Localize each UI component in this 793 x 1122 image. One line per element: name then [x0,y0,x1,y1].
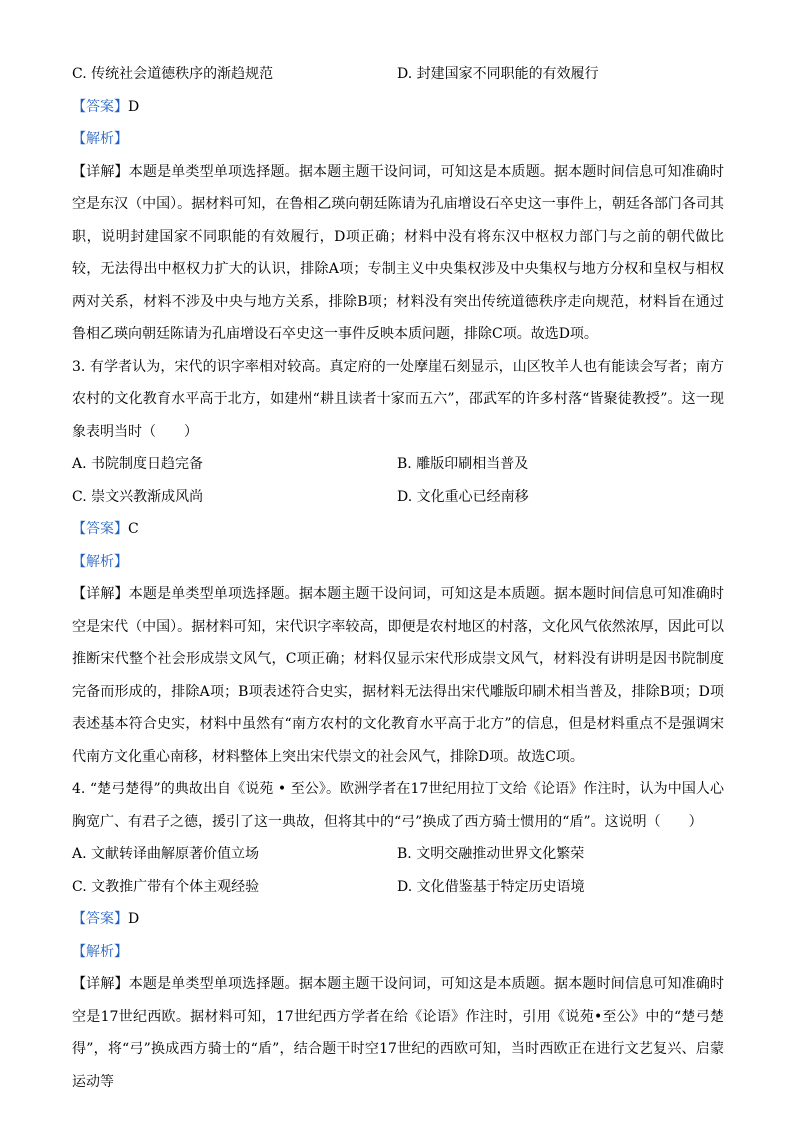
q4-stem: 4. “楚弓楚得”的典故出自《说苑 • 至公》。欧洲学者在17世纪用拉丁文给《论语》作注时，认为中国人心胸宽广、有君子之德，援引了这一典故，但将其中的“弓”换成了西方骑士惯用的“盾”。这说明（ ） [72,781,724,830]
detail-tag: 【详解】 [72,586,129,602]
q4-option-c: C. 文教推广带有个体主观经验 [72,878,260,895]
q2-options-cd [72,58,724,91]
detail-text: 本题是单类型单项选择题。据本题主题干设问词，可知这是本质题。据本题时间信息可知准确时空是东汉（中国）。据材料可知，在鲁相乙瑛向朝廷陈请为孔庙增设石卒史这一事件上，朝廷各部门各司其职，说明封建国家不同职能的有效履行，D项正确；材料中没有将东汉中枢权力部门与之前的朝代做比较，无法得出中枢权力扩大的认识，排除A项；专制主义中央集权涉及中央集权与地方分权和皇权与相权两对关系，材料不涉及中央与地方关系，排除B项；材料没有突出传统道德秩序走向规范，材料旨在通过鲁相乙瑛向朝廷陈请为孔庙增设石卒史这一事件反映本质问题，排除C项。故选D项。 [72,163,725,342]
q3-options-cd [72,481,724,514]
answer-value: C [128,521,139,537]
answer-tag: 【答案】 [72,911,128,927]
analysis-tag: 【解析】 [72,131,128,147]
q2-analysis [72,123,724,156]
q3-option-a: A. 书院制度日趋完备 [72,456,204,472]
q3-detail [72,578,724,773]
q3-answer [72,513,724,546]
detail-text: 本题是单类型单项选择题。据本题主题干设问词，可知这是本质题。据本题时间信息可知准确时空是宋代（中国）。据材料可知，宋代识字率较高，即便是农村地区的村落，文化风气依然浓厚，因此可以推断宋代整个社会形成崇文风气，C项正确；材料仅显示宋代形成崇文风气，材料没有讲明是因书院制度完备而形成的，排除A项；B项表述符合史实，据材料无法得出宋代雕版印刷术相当普及，排除B项；D项表述基本符合史实，材料中虽然有“南方农村的文化教育水平高于北方”的信息，但是材料重点不是强调宋代南方文化重心南移，材料整体上突出宋代崇文的社会风气，排除D项。故选C项。 [72,586,725,765]
q3-option-c: C. 崇文兴教渐成风尚 [72,488,204,505]
detail-tag: 【详解】 [72,163,129,180]
answer-tag: 【答案】 [72,98,128,115]
q3-options-ab [72,448,724,481]
q3-stem: 3. 有学者认为，宋代的识字率相对较高。真定府的一处摩崖石刻显示，山区牧羊人也有能读会写者；南方农村的文化教育水平高于北方，如建州“耕且读者十家而五六”，邵武军的许多村落“皆聚徒教授”。这一现象表明当时（ ） [72,358,724,440]
q2-option-c: C. 传统社会道德秩序的渐趋规范 [72,66,274,82]
answer-value: D [128,98,140,115]
q4-options-ab [72,838,724,871]
analysis-tag: 【解析】 [72,943,128,960]
q4-detail [72,968,724,1098]
answer-tag: 【答案】 [72,521,128,537]
document-page [72,58,724,1098]
q3-analysis [72,546,724,579]
q4-options-cd [72,871,724,904]
q4-option-a: A. 文献转译曲解原著价值立场 [72,846,260,862]
q4-answer [72,903,724,936]
q4-analysis [72,936,724,969]
q3-option-b: B. 雕版印刷相当普及 [397,456,529,472]
q2-option-d: D. 封建国家不同职能的有效履行 [397,66,599,82]
detail-tag: 【详解】 [72,976,129,992]
q4-option-d: D. 文化借鉴基于特定历史语境 [397,878,585,895]
analysis-tag: 【解析】 [72,553,128,570]
q2-answer [72,91,724,124]
q2-detail [72,156,724,351]
answer-value: D [128,911,140,927]
q4-option-b: B. 文明交融推动世界文化繁荣 [397,846,585,862]
q3-option-d: D. 文化重心已经南移 [397,488,529,505]
detail-text: 本题是单类型单项选择题。据本题主题干设问词，可知这是本质题。据本题时间信息可知准确时空是17世纪西欧。据材料可知，17世纪西方学者在给《论语》作注时，引用《说苑•至公》中的“楚弓楚得”，将“弓”换成西方骑士的“盾”，结合题干时空17世纪的西欧可知，当时西欧正在进行文艺复兴、启蒙运动等 [72,976,725,1090]
